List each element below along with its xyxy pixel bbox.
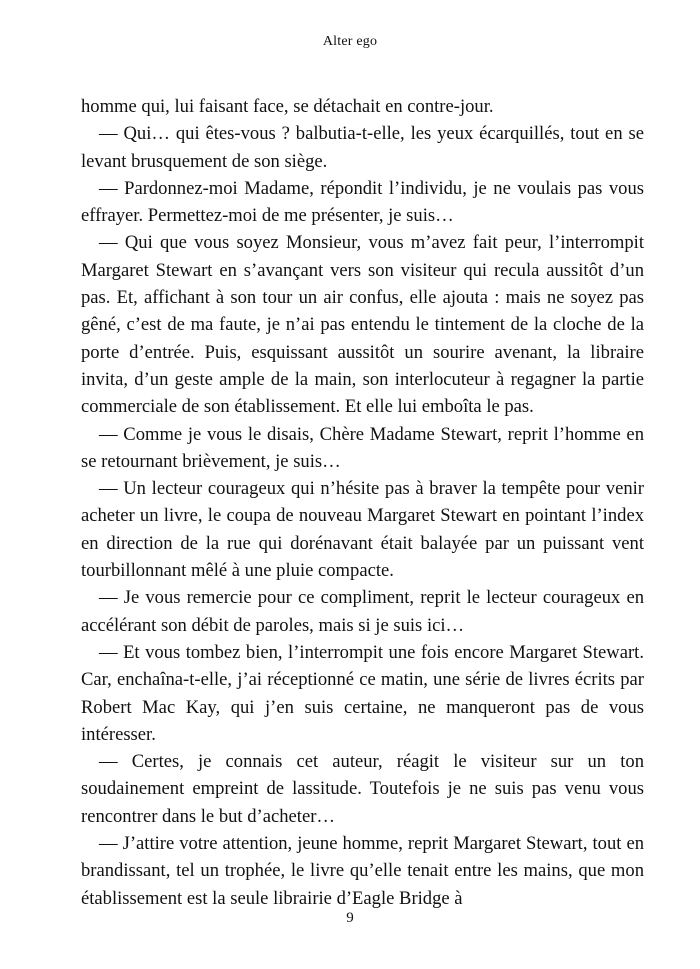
paragraph-dialogue: — Certes, je connais cet auteur, réagit le visiteur sur un ton soudainement empreint de lassitude. Toutefois je ne suis pas venu vous rencontrer dans le but d’acheter… bbox=[81, 751, 644, 827]
running-head-title: Alter ego bbox=[322, 34, 378, 49]
paragraph-dialogue: — Et vous tombez bien, l’interrompit une fois encore Margaret Stewart. Car, enchaîna-t-elle, j’ai réceptionné ce matin, une série de livres écrits par Robert Mac Kay, qui j’en suis certaine, ne manqueront pas de vous intéresser. bbox=[81, 641, 644, 745]
page-number: 9 bbox=[346, 910, 354, 926]
paragraph-dialogue: — Je vous remercie pour ce compliment, reprit le lecteur courageux en accélérant son débit de paroles, mais si je suis ici… bbox=[81, 587, 644, 636]
paragraph-dialogue: — Qui… qui êtes-vous ? balbutia-t-elle, les yeux écarquillés, tout en se levant brusquement de son siège. bbox=[81, 123, 644, 172]
paragraph-dialogue: — Comme je vous le disais, Chère Madame Stewart, reprit l’homme en se retournant brièvement, je suis… bbox=[81, 423, 644, 472]
body-text bbox=[81, 93, 644, 912]
paragraph-continued: homme qui, lui faisant face, se détachait en contre-jour. bbox=[81, 96, 494, 117]
paragraph-dialogue: — Pardonnez-moi Madame, répondit l’individu, je ne voulais pas vous effrayer. Permettez-moi de me présenter, je suis… bbox=[81, 177, 644, 227]
paragraph-dialogue: — Un lecteur courageux qui n’hésite pas à braver la tempête pour venir acheter un livre, le coupa de nouveau Margaret Stewart en pointant l’index en direction de la rue qui dorénavant était balayée par un puissant vent tourbillonnant mêlé à une pluie compacte. bbox=[81, 478, 644, 582]
paragraph-dialogue: — Qui que vous soyez Monsieur, vous m’avez fait peur, l’interrompit Margaret Stewart en s’avançant vers son visiteur qui recula aussitôt d’un pas. Et, affichant à son tour un air confus, elle ajouta : mais ne soyez pas gêné, c’est de ma faute, je n’ai pas entendu le tintement de la cloche de la porte d’entrée. Puis, esquissant aussitôt un sourire avenant, la libraire invita, d’un geste ample de la main, son interlocuteur à regagner la partie commerciale de son établissement. Et elle lui emboîta le pas. bbox=[81, 232, 644, 418]
paragraph-dialogue: — J’attire votre attention, jeune homme, reprit Margaret Stewart, tout en brandissant, tel un trophée, le livre qu’elle tenait entre les mains, que mon établissement est la seule librairie d’Eagle Bridge à bbox=[81, 833, 644, 909]
